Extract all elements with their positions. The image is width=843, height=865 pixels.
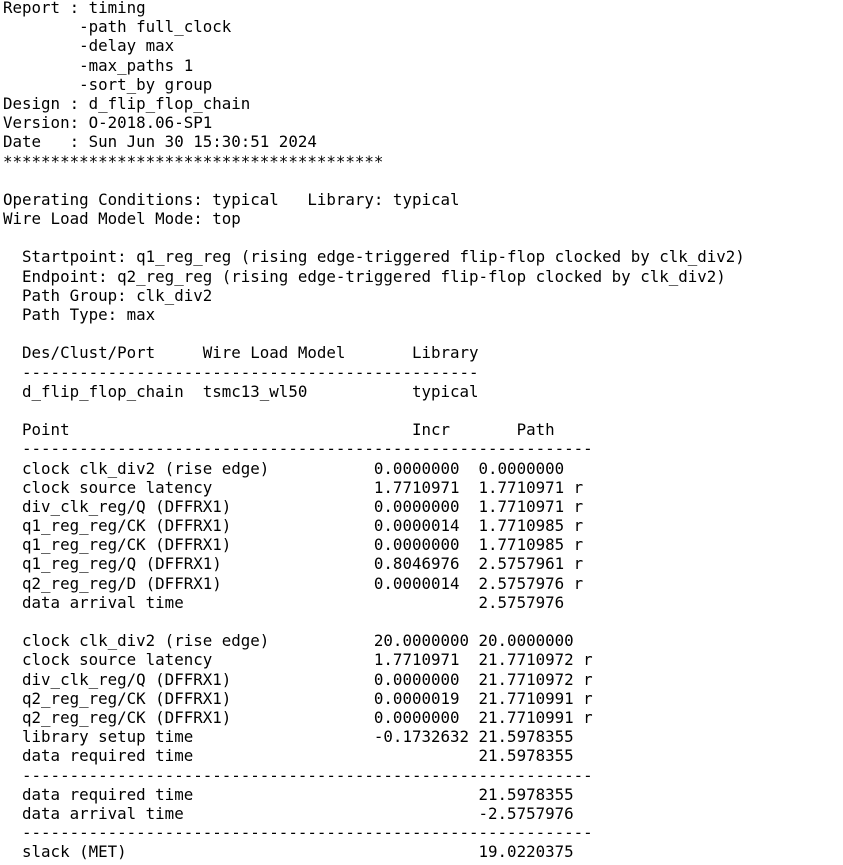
wire-load-table-header: Des/Clust/Port Wire Load Model Library (3, 343, 479, 363)
wire-load-mode-line: Wire Load Model Mode: top (3, 209, 241, 229)
timing-table-separator: ------------------------------------------------------------ (3, 823, 593, 843)
timing-row: clock clk_div2 (rise edge) 20.0000000 20.0000000 (3, 631, 574, 651)
report-option-line: -delay max (3, 36, 175, 56)
blank-line (3, 324, 745, 343)
timing-row: data required time 21.5978355 (3, 746, 574, 766)
timing-row: clock source latency 1.7710971 21.7710972 r (3, 650, 593, 670)
path-group-line: Path Group: clk_div2 (3, 285, 213, 305)
timing-row: clock source latency 1.7710971 1.7710971 r (3, 477, 584, 497)
timing-row: q2_reg_reg/CK (DFFRX1) 0.0000019 21.7710991 r (3, 688, 593, 708)
report-option-line: -max_paths 1 (3, 55, 194, 75)
date-line: Date : Sun Jun 30 15:30:51 2024 (3, 132, 317, 152)
timing-row: q1_reg_reg/Q (DFFRX1) 0.8046976 2.5757961 r (3, 554, 584, 574)
design-line: Design : d_flip_flop_chain (3, 93, 251, 113)
blank-line (3, 228, 745, 247)
timing-row: data arrival time -2.5757976 (3, 803, 574, 823)
blank-line (3, 612, 745, 631)
timing-row: div_clk_reg/Q (DFFRX1) 0.0000000 1.7710971 r (3, 496, 584, 516)
blank-line (3, 401, 745, 420)
path-type-line: Path Type: max (3, 305, 156, 324)
operating-conditions-line: Operating Conditions: typical Library: typical (3, 189, 460, 209)
report-option-line: -sort_by group (3, 74, 213, 94)
timing-table-header: Point Incr Path (3, 420, 555, 440)
timing-row: q1_reg_reg/CK (DFFRX1) 0.0000000 1.7710985 r (3, 535, 584, 555)
version-line: Version: O-2018.06-SP1 (3, 113, 213, 133)
star-separator: **************************************** (3, 151, 384, 171)
timing-row: q1_reg_reg/CK (DFFRX1) 0.0000014 1.7710985 r (3, 516, 584, 536)
wire-load-table-separator: ------------------------------------------------ (3, 362, 479, 382)
blank-line (3, 171, 745, 190)
timing-row: q2_reg_reg/CK (DFFRX1) 0.0000000 21.7710991 r (3, 707, 593, 727)
report-title-line: Report : timing (3, 0, 146, 17)
report-option-line: -path full_clock (3, 17, 232, 37)
timing-row: data arrival time 2.5757976 (3, 592, 565, 612)
timing-row: data required time 21.5978355 (3, 784, 574, 804)
endpoint-line: Endpoint: q2_reg_reg (rising edge-triggered flip-flop clocked by clk_div2) (3, 266, 726, 286)
timing-row: q2_reg_reg/D (DFFRX1) 0.0000014 2.5757976 r (3, 573, 584, 593)
slack-line: slack (MET) 19.0220375 (3, 842, 574, 862)
timing-row: div_clk_reg/Q (DFFRX1) 0.0000000 21.7710972 r (3, 669, 593, 689)
startpoint-line: Startpoint: q1_reg_reg (rising edge-triggered flip-flop clocked by clk_div2) (3, 247, 745, 267)
timing-report-terminal (3, 0, 745, 861)
timing-table-separator: ------------------------------------------------------------ (3, 765, 593, 785)
timing-row: library setup time -0.1732632 21.5978355 (3, 727, 574, 747)
timing-row: clock clk_div2 (rise edge) 0.0000000 0.0000000 (3, 458, 565, 478)
wire-load-table-row: d_flip_flop_chain tsmc13_wl50 typical (3, 381, 479, 401)
timing-table-separator: ------------------------------------------------------------ (3, 439, 593, 459)
